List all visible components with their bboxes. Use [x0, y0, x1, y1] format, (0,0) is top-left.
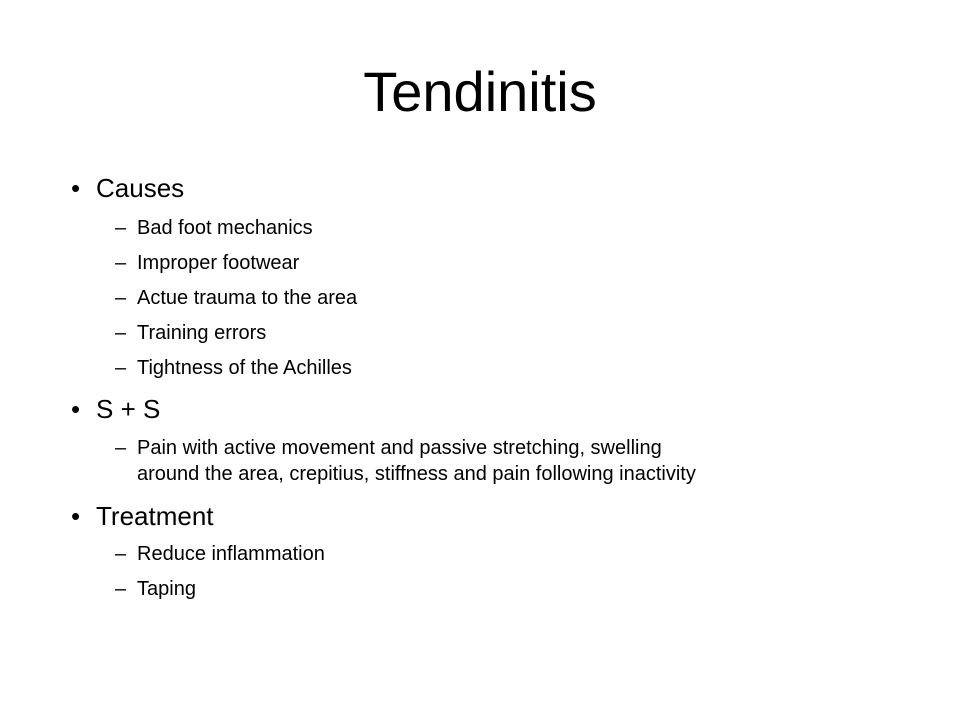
bullet-icon: •	[71, 173, 81, 203]
dash-icon: –	[115, 437, 127, 459]
list-item: Tightness of the Achilles	[137, 357, 352, 379]
section-heading-causes: Causes	[96, 173, 185, 203]
dash-icon: –	[115, 217, 127, 239]
list-item: Training errors	[137, 322, 267, 344]
bullet-icon: •	[71, 501, 81, 531]
dash-icon: –	[115, 287, 127, 309]
dash-icon: –	[115, 322, 127, 344]
dash-icon: –	[115, 252, 127, 274]
list-item: Actue trauma to the area	[137, 287, 358, 309]
dash-icon: –	[115, 357, 127, 379]
dash-icon: –	[115, 543, 127, 565]
list-item: Bad foot mechanics	[137, 217, 313, 239]
list-item: Reduce inflammation	[137, 543, 325, 565]
list-item: Pain with active movement and passive stretching, swelling	[137, 437, 662, 459]
dash-icon: –	[115, 578, 127, 600]
list-item: Improper footwear	[137, 252, 300, 274]
section-heading-signs-symptoms: S + S	[96, 394, 161, 424]
slide-title: Tendinitis	[363, 60, 597, 123]
list-item: Taping	[137, 578, 196, 600]
section-heading-treatment: Treatment	[96, 501, 214, 531]
bullet-icon: •	[71, 394, 81, 424]
list-item-continuation: around the area, crepitius, stiffness and pain following inactivity	[137, 463, 696, 485]
